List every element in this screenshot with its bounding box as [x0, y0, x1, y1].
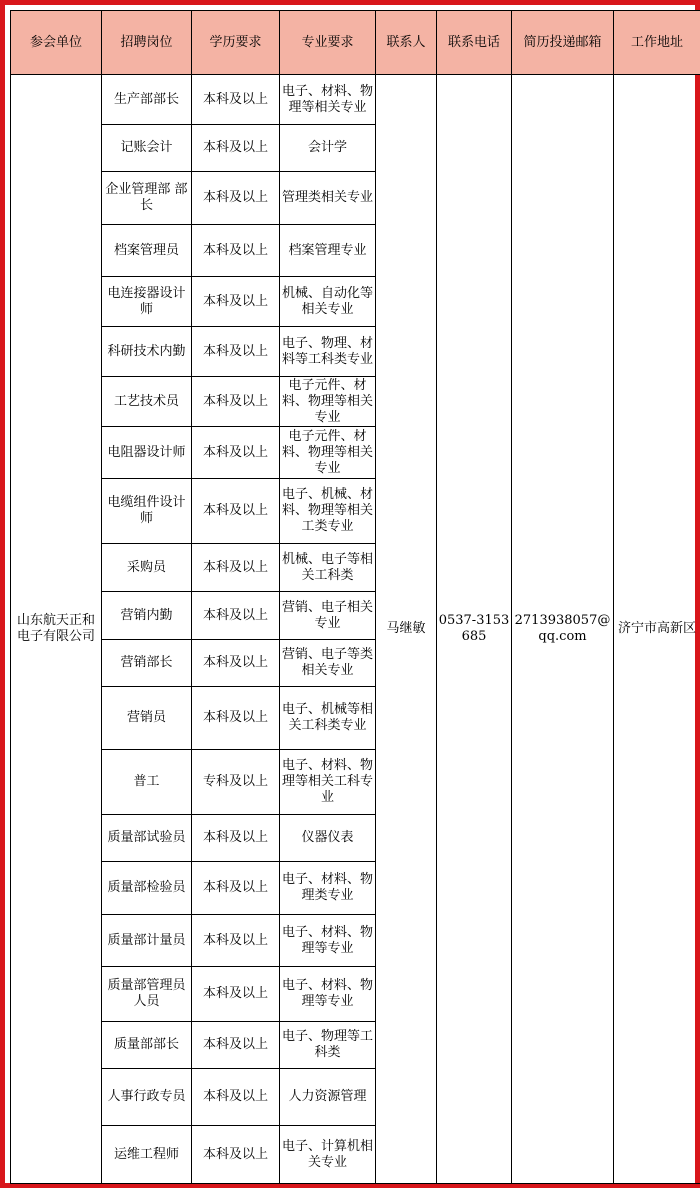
education-cell: 本科及以上 [192, 75, 280, 125]
position-cell: 营销部长 [102, 640, 192, 687]
education-cell: 本科及以上 [192, 640, 280, 687]
header-education: 学历要求 [192, 11, 280, 75]
position-cell: 档案管理员 [102, 225, 192, 277]
position-cell: 人事行政专员 [102, 1069, 192, 1126]
table-row [11, 75, 700, 125]
company-cell: 山东航天正和电子有限公司 [11, 75, 102, 1184]
position-cell: 质量部试验员 [102, 815, 192, 862]
education-cell: 本科及以上 [192, 687, 280, 750]
recruitment-table [10, 10, 700, 1184]
header-contact: 联系人 [376, 11, 437, 75]
major-cell: 电子、物理、材料等工科类专业 [280, 327, 376, 377]
address-cell: 济宁市高新区 [614, 75, 700, 1184]
major-cell: 人力资源管理 [280, 1069, 376, 1126]
education-cell: 本科及以上 [192, 544, 280, 592]
major-cell: 电子、物理等工科类 [280, 1022, 376, 1069]
header-position: 招聘岗位 [102, 11, 192, 75]
education-cell: 本科及以上 [192, 1022, 280, 1069]
education-cell: 本科及以上 [192, 1126, 280, 1184]
position-cell: 质量部管理员人员 [102, 967, 192, 1022]
position-cell: 质量部计量员 [102, 915, 192, 967]
header-row [11, 11, 700, 75]
education-cell: 本科及以上 [192, 592, 280, 640]
education-cell: 专科及以上 [192, 750, 280, 815]
education-cell: 本科及以上 [192, 327, 280, 377]
major-cell: 电子、计算机相关专业 [280, 1126, 376, 1184]
education-cell: 本科及以上 [192, 125, 280, 172]
major-cell: 电子、材料、物理等专业 [280, 915, 376, 967]
education-cell: 本科及以上 [192, 967, 280, 1022]
education-cell: 本科及以上 [192, 377, 280, 427]
education-cell: 本科及以上 [192, 479, 280, 544]
position-cell: 电连接器设计师 [102, 277, 192, 327]
position-cell: 记账会计 [102, 125, 192, 172]
position-cell: 电阻器设计师 [102, 427, 192, 479]
position-cell: 采购员 [102, 544, 192, 592]
position-cell: 质量部检验员 [102, 862, 192, 915]
contact-cell: 马继敏 [376, 75, 437, 1184]
position-cell: 科研技术内勤 [102, 327, 192, 377]
position-cell: 营销内勤 [102, 592, 192, 640]
education-cell: 本科及以上 [192, 862, 280, 915]
position-cell: 电缆组件设计师 [102, 479, 192, 544]
header-address: 工作地址 [614, 11, 700, 75]
education-cell: 本科及以上 [192, 915, 280, 967]
major-cell: 机械、自动化等相关专业 [280, 277, 376, 327]
phone-cell: 0537-3153685 [437, 75, 512, 1184]
major-cell: 管理类相关专业 [280, 172, 376, 225]
major-cell: 营销、电子相关专业 [280, 592, 376, 640]
major-cell: 营销、电子等类相关专业 [280, 640, 376, 687]
header-major: 专业要求 [280, 11, 376, 75]
position-cell: 普工 [102, 750, 192, 815]
position-cell: 生产部部长 [102, 75, 192, 125]
position-cell: 质量部部长 [102, 1022, 192, 1069]
major-cell: 机械、电子等相关工科类 [280, 544, 376, 592]
education-cell: 本科及以上 [192, 815, 280, 862]
major-cell: 电子、材料、物理等相关专业 [280, 75, 376, 125]
major-cell: 电子、机械、材料、物理等相关工类专业 [280, 479, 376, 544]
major-cell: 会计学 [280, 125, 376, 172]
header-email: 简历投递邮箱 [512, 11, 614, 75]
education-cell: 本科及以上 [192, 1069, 280, 1126]
email-cell: 2713938057@qq.com [512, 75, 614, 1184]
major-cell: 电子、材料、物理类专业 [280, 862, 376, 915]
education-cell: 本科及以上 [192, 427, 280, 479]
education-cell: 本科及以上 [192, 172, 280, 225]
education-cell: 本科及以上 [192, 225, 280, 277]
position-cell: 营销员 [102, 687, 192, 750]
header-company: 参会单位 [11, 11, 102, 75]
major-cell: 电子、材料、物理等相关工科专业 [280, 750, 376, 815]
major-cell: 档案管理专业 [280, 225, 376, 277]
major-cell: 电子元件、材料、物理等相关专业 [280, 377, 376, 427]
major-cell: 电子、材料、物理等专业 [280, 967, 376, 1022]
major-cell: 电子元件、材料、物理等相关专业 [280, 427, 376, 479]
position-cell: 工艺技术员 [102, 377, 192, 427]
major-cell: 电子、机械等相关工科类专业 [280, 687, 376, 750]
header-phone: 联系电话 [437, 11, 512, 75]
major-cell: 仪器仪表 [280, 815, 376, 862]
position-cell: 运维工程师 [102, 1126, 192, 1184]
position-cell: 企业管理部 部长 [102, 172, 192, 225]
education-cell: 本科及以上 [192, 277, 280, 327]
